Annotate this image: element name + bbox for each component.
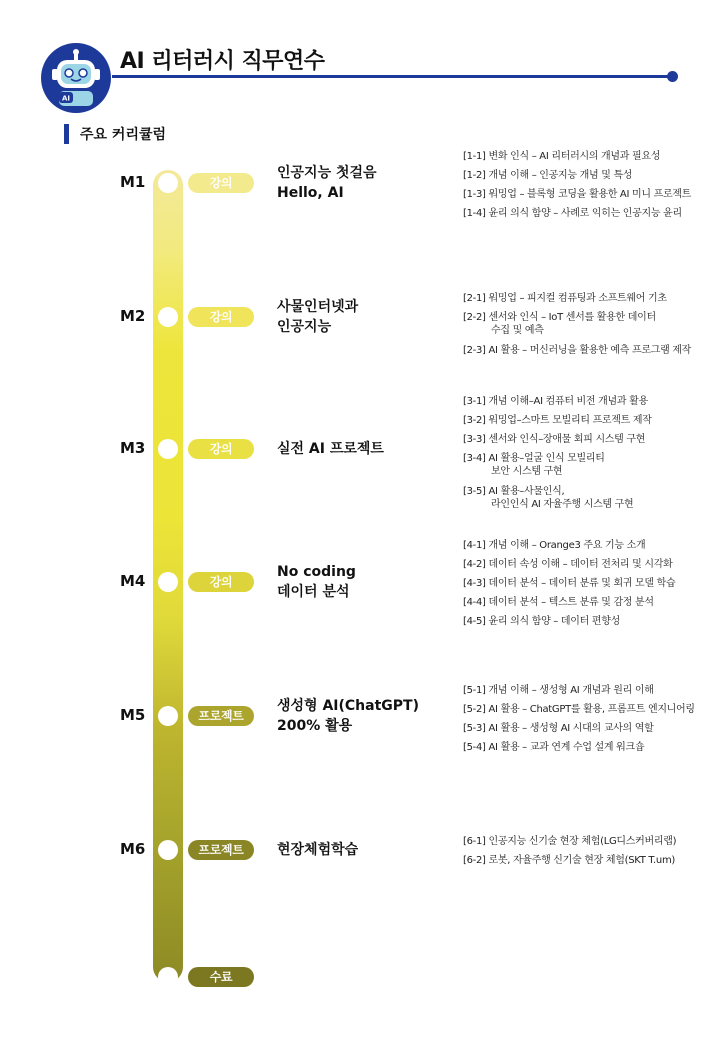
module-title xyxy=(277,840,358,860)
title-underline-dot xyxy=(667,71,678,82)
section-marker xyxy=(64,124,69,144)
module-topic-list xyxy=(463,147,691,223)
module-type-badge: 강의 xyxy=(188,572,254,592)
timeline-node xyxy=(158,307,178,327)
timeline-node xyxy=(158,840,178,860)
module-label: M3 xyxy=(120,439,146,457)
timeline-node xyxy=(158,173,178,193)
topic-item: [6-1] 인공지능 신기술 현장 체험(LG디스커버리랩) xyxy=(463,836,677,847)
module-title-line: 200% 활용 xyxy=(277,718,353,734)
topic-item: [4-1] 개념 이해 – Orange3 주요 기능 소개 xyxy=(463,540,646,551)
module-title-line: 현장체험학습 xyxy=(277,842,359,858)
topic-item: [4-4] 데이터 분석 – 텍스트 분류 및 감정 분석 xyxy=(463,597,654,608)
topic-item: [2-3] AI 활용 – 머신러닝을 활용한 예측 프로그램 제작 xyxy=(463,345,692,356)
timeline-node xyxy=(158,439,178,459)
topic-item-continuation: 보안 시스템 구현 xyxy=(491,466,563,477)
section-title: 주요 커리큘럼 xyxy=(80,127,167,143)
module-label: M5 xyxy=(120,706,146,724)
module-title xyxy=(277,297,358,337)
module-title-line: 실전 AI 프로젝트 xyxy=(277,441,384,457)
completion-badge: 수료 xyxy=(188,967,254,987)
timeline-node xyxy=(158,572,178,592)
topic-item: [3-5] AI 활용–사물인식, xyxy=(463,486,565,497)
module-title-line: No coding xyxy=(277,564,356,580)
topic-item: [6-2] 로봇, 자율주행 신기술 현장 체험(SKT T.um) xyxy=(463,855,675,866)
topic-item: [3-4] AI 활용–얼굴 인식 모빌리티 xyxy=(463,453,605,464)
page-title: AI 리터러시 직무연수 xyxy=(120,49,325,74)
timeline-node-final xyxy=(158,967,178,987)
module-type-badge: 프로젝트 xyxy=(188,840,254,860)
topic-item: [3-2] 워밍업–스마트 모빌리티 프로젝트 제작 xyxy=(463,415,652,426)
topic-item: [4-5] 윤리 의식 함양 – 데이터 편향성 xyxy=(463,616,620,627)
module-title xyxy=(277,439,384,459)
module-topic-list xyxy=(463,536,675,631)
topic-item: [4-3] 데이터 분석 – 데이터 분류 및 회귀 모델 학습 xyxy=(463,578,676,589)
topic-item: [1-2] 개념 이해 – 인공지능 개념 및 특성 xyxy=(463,170,633,181)
topic-item: [3-3] 센서와 인식–장애물 회피 시스템 구현 xyxy=(463,434,646,445)
robot-logo-text: AI xyxy=(61,94,71,103)
topic-item-continuation: 라인인식 AI 자율주행 시스템 구현 xyxy=(491,499,634,510)
module-label: M1 xyxy=(120,173,146,191)
module-title-line: 인공지능 첫걸음 xyxy=(277,165,377,181)
topic-item: [5-3] AI 활용 – 생성형 AI 시대의 교사의 역할 xyxy=(463,723,654,734)
module-title-line: 생성형 AI(ChatGPT) xyxy=(277,698,419,714)
module-title-line: 인공지능 xyxy=(277,319,332,335)
topic-item: [4-2] 데이터 속성 이해 – 데이터 전처리 및 시각화 xyxy=(463,559,673,570)
module-topic-list xyxy=(463,832,676,870)
module-title xyxy=(277,562,356,602)
topic-item: [5-4] AI 활용 – 교과 연계 수업 설계 워크숍 xyxy=(463,742,645,753)
topic-item: [5-2] AI 활용 – ChatGPT를 활용, 프롬프트 엔지니어링 xyxy=(463,704,695,715)
module-label: M4 xyxy=(120,572,146,590)
topic-item: [1-3] 워밍업 – 블록형 코딩을 활용한 AI 미니 프로젝트 xyxy=(463,189,692,200)
topic-item-continuation: 수집 및 예측 xyxy=(491,325,544,336)
module-type-badge: 강의 xyxy=(188,307,254,327)
robot-ai-icon xyxy=(40,42,112,114)
module-type-badge: 강의 xyxy=(188,439,254,459)
topic-item: [2-1] 워밍업 – 피지컬 컴퓨팅과 소프트웨어 기초 xyxy=(463,293,667,304)
title-underline xyxy=(112,75,672,78)
module-topic-list xyxy=(463,289,691,360)
module-title-line: 데이터 분석 xyxy=(277,584,350,600)
topic-item: [1-4] 윤리 의식 함양 – 사례로 익히는 인공지능 윤리 xyxy=(463,208,682,219)
timeline-node xyxy=(158,706,178,726)
module-label: M6 xyxy=(120,840,146,858)
module-label: M2 xyxy=(120,307,146,325)
topic-item: [5-1] 개념 이해 – 생성형 AI 개념과 원리 이해 xyxy=(463,685,654,696)
module-title xyxy=(277,163,377,203)
module-title-line: Hello, AI xyxy=(277,185,344,201)
module-type-badge: 강의 xyxy=(188,173,254,193)
module-topic-list xyxy=(463,392,652,515)
module-type-badge: 프로젝트 xyxy=(188,706,254,726)
topic-item: [3-1] 개념 이해–AI 컴퓨터 비전 개념과 활용 xyxy=(463,396,648,407)
module-topic-list xyxy=(463,681,695,757)
module-title-line: 사물인터넷과 xyxy=(277,299,359,315)
topic-item: [1-1] 변화 인식 – AI 리터러시의 개념과 필요성 xyxy=(463,151,661,162)
topic-item: [2-2] 센서와 인식 – IoT 센서를 활용한 데이터 xyxy=(463,312,656,323)
module-title xyxy=(277,696,419,736)
